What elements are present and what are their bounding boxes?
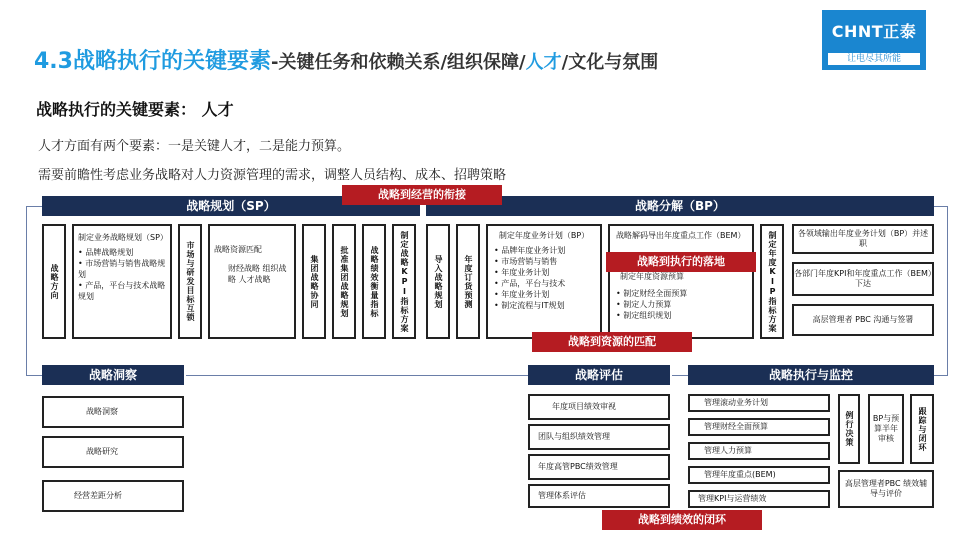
loop-line-top-right bbox=[934, 206, 948, 207]
bp-decode bbox=[608, 224, 754, 339]
sp-plan-item: • 产品，平台与技术战略规划 bbox=[78, 280, 166, 302]
bp-decode-title: 战略解码导出年度重点工作（BEM） bbox=[616, 231, 746, 240]
sp-plan-title: 制定业务战略规划（SP） bbox=[78, 233, 168, 242]
exec-item: 管理滚动业务计划 bbox=[688, 394, 830, 412]
bp-decode-item: • 制定财经全面预算 bbox=[616, 288, 746, 299]
exec-item: 管理人力预算 bbox=[688, 442, 830, 460]
sp-plan-item: • 市场营销与销售战略规划 bbox=[78, 258, 166, 280]
tag-strategy-to-execution: 战略到执行的落地 bbox=[606, 252, 756, 272]
insight-item: 经营差距分析 bbox=[42, 480, 184, 512]
bp-bar: 战略分解（BP） bbox=[426, 196, 934, 216]
loop-line-bottom-right bbox=[934, 375, 948, 376]
sp-resource-title: 战略资源匹配 bbox=[214, 245, 262, 254]
bp-annual-item: • 制定流程与IT规划 bbox=[494, 300, 594, 311]
loop-line-top-left bbox=[26, 206, 42, 207]
insight-bar: 战略洞察 bbox=[42, 365, 184, 385]
section-heading: 战略执行的关键要素： 人才 bbox=[36, 100, 234, 119]
exec-item: 管理KPI与运营绩效 bbox=[688, 490, 830, 508]
bp-annual-item: • 产品，平台与技术 bbox=[494, 278, 594, 289]
tag-strategy-to-resource: 战略到资源的匹配 bbox=[532, 332, 692, 352]
exec-track: 跟踪与闭环 bbox=[910, 394, 934, 464]
bp-annual-item: • 品牌年度业务计划 bbox=[494, 245, 594, 256]
title-sub-highlight: 人才 bbox=[525, 52, 562, 73]
sp-business-plan bbox=[72, 224, 172, 339]
loop-line-left bbox=[26, 206, 27, 376]
exec-item: 管理年度重点(BEM) bbox=[688, 466, 830, 484]
sp-market-rd: 市场与研发目标互锁 bbox=[178, 224, 202, 339]
insight-item: 战略洞察 bbox=[42, 396, 184, 428]
link-eval-insight bbox=[186, 375, 528, 376]
logo-brand: CHNT正泰 bbox=[831, 22, 917, 41]
exec-bp-budget: BP与预算半年审核 bbox=[868, 394, 904, 464]
bp-output-1: 各领域输出年度业务计划（BP）并述职 bbox=[792, 224, 934, 254]
bp-kpi-scheme: 制定年度KIP指标方案 bbox=[760, 224, 784, 339]
sp-direction: 战略方向 bbox=[42, 224, 66, 339]
intro-line-2: 需要前瞻性考虑业务战略对人力资源管理的需求，调整人员结构、成本、招聘策略 bbox=[38, 168, 507, 183]
bp-annual-item: • 年度业务计划 bbox=[494, 289, 594, 300]
sp-perf-index: 战略绩效衡量指标 bbox=[362, 224, 386, 339]
title-sep: - bbox=[270, 52, 279, 73]
eval-item: 管理体系评估 bbox=[528, 484, 670, 508]
tag-strategy-to-performance: 战略到绩效的闭环 bbox=[602, 510, 762, 530]
insight-item: 战略研究 bbox=[42, 436, 184, 468]
eval-bar: 战略评估 bbox=[528, 365, 670, 385]
exec-pbc: 高层管理者PBC 绩效辅导与评价 bbox=[838, 470, 934, 508]
company-logo bbox=[822, 10, 926, 70]
bp-output-2: 各部门年度KPI和年度重点工作（BEM）下达 bbox=[792, 262, 934, 296]
title-sub-a: 关键任务和依赖关系/组织保障/ bbox=[278, 52, 526, 73]
loop-line-bottom-left bbox=[26, 375, 42, 376]
bp-annual-title: 制定年度业务计划（BP） bbox=[498, 231, 590, 240]
bp-decode-mid: 制定年度资源预算 bbox=[620, 272, 684, 281]
bp-annual-item: • 年度业务计划 bbox=[494, 267, 594, 278]
sp-kpi-plan: 制定战略KPI指标方案 bbox=[392, 224, 416, 339]
sp-group-synergy: 集团战略协同 bbox=[302, 224, 326, 339]
bp-annual-forecast: 年度订货预测 bbox=[456, 224, 480, 339]
title-main: 4.3战略执行的关键要素 bbox=[34, 49, 271, 74]
eval-item: 年度项目绩效审视 bbox=[528, 394, 670, 420]
tag-strategy-to-ops: 战略到经营的衔接 bbox=[342, 185, 502, 205]
bp-annual-plan bbox=[486, 224, 602, 339]
exec-routine: 例行决策 bbox=[838, 394, 860, 464]
sp-resource-match bbox=[208, 224, 296, 339]
bp-decode-item: • 制定人力预算 bbox=[616, 299, 746, 310]
title-sub-b: /文化与氛围 bbox=[561, 52, 659, 73]
sp-resource-body: 财经战略 组织战略 人才战略 bbox=[228, 264, 287, 284]
exec-bar: 战略执行与监控 bbox=[688, 365, 934, 385]
logo-slogan: 让电尽其所能 bbox=[828, 53, 920, 65]
link-exec-eval bbox=[672, 375, 688, 376]
bp-annual-item: • 市场营销与销售 bbox=[494, 256, 594, 267]
bp-import: 导入战略规划 bbox=[426, 224, 450, 339]
bp-decode-item: • 制定组织规划 bbox=[616, 310, 746, 321]
eval-item: 年度高管PBC绩效管理 bbox=[528, 454, 670, 480]
intro-line-1: 人才方面有两个要素：一是关键人才，二是能力预算。 bbox=[38, 139, 351, 154]
bp-output-3: 高层管理者 PBC 沟通与签署 bbox=[792, 304, 934, 336]
exec-item: 管理财经全面预算 bbox=[688, 418, 830, 436]
sp-bar: 战略规划（SP） bbox=[42, 196, 420, 216]
loop-line-right bbox=[947, 206, 948, 376]
sp-approve: 批准集团战略规划 bbox=[332, 224, 356, 339]
eval-item: 团队与组织绩效管理 bbox=[528, 424, 670, 450]
page-title bbox=[34, 44, 658, 75]
sp-plan-item: • 品牌战略规划 bbox=[78, 247, 166, 258]
